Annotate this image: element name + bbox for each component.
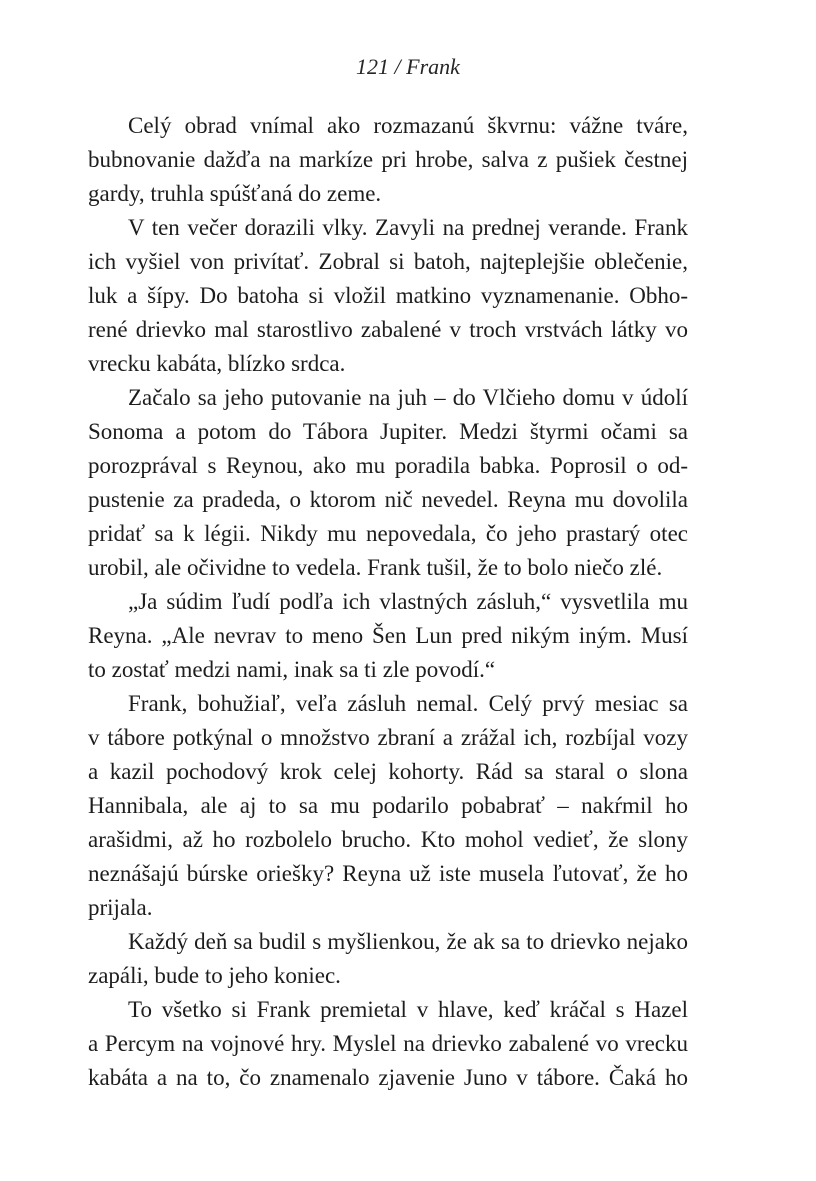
text-line: neznášajú búrske oriešky? Reyna už iste musela ľutovať, že ho <box>88 861 688 886</box>
text-line: Sonoma a potom do Tábora Jupiter. Medzi štyrmi očami sa <box>88 419 688 444</box>
text-line: Každý deň sa budil s myšlienkou, že ak sa to drievko nejako <box>128 929 688 954</box>
text-line: Celý obrad vnímal ako rozmazanú škvrnu: vážne tváre, <box>128 113 688 138</box>
paragraph <box>88 381 688 585</box>
paragraph <box>88 585 688 687</box>
running-header: 121 / Frank <box>356 54 460 79</box>
page-text <box>88 109 688 1095</box>
text-line: luk a šípy. Do batoha si vložil matkino vyznamenanie. Obho- <box>88 283 688 308</box>
text-line: ich vyšiel von privítať. Zobral si batoh, najteplejšie oblečenie, <box>88 249 688 274</box>
text-line: to zostať medzi nami, inak sa ti zle povodí.“ <box>88 657 496 682</box>
text-line: Hannibala, ale aj to sa mu podarilo pobabrať – nakŕmil ho <box>88 793 688 818</box>
text-line: pustenie za pradeda, o ktorom nič nevedel. Reyna mu dovolila <box>88 487 688 512</box>
text-line: prijala. <box>88 895 153 920</box>
text-line: Frank, bohužiaľ, veľa zásluh nemal. Celý prvý mesiac sa <box>128 691 688 716</box>
text-line: bubnovanie dažďa na markíze pri hrobe, salva z pušiek čestnej <box>88 147 688 172</box>
text-line: kabáta a na to, čo znamenalo zjavenie Juno v tábore. Čaká ho <box>88 1065 688 1090</box>
text-line: rené drievko mal starostlivo zabalené v troch vrstvách látky vo <box>88 317 688 342</box>
text-line: arašidmi, až ho rozbolelo brucho. Kto mohol vedieť, že slony <box>88 827 688 852</box>
text-line: urobil, ale očividne to vedela. Frank tušil, že to bolo niečo zlé. <box>88 555 663 580</box>
text-line: „Ja súdim ľudí podľa ich vlastných zásluh,“ vysvetlila mu <box>128 589 688 614</box>
text-line: vrecku kabáta, blízko srdca. <box>88 351 346 376</box>
paragraph <box>88 993 688 1095</box>
text-line: porozprával s Reynou, ako mu poradila babka. Poprosil o od- <box>88 453 688 478</box>
text-line: a Percym na vojnové hry. Myslel na drievko zabalené vo vrecku <box>88 1031 688 1056</box>
text-line: pridať sa k légii. Nikdy mu nepovedala, čo jeho prastarý otec <box>88 521 688 546</box>
text-line: a kazil pochodový krok celej kohorty. Rád sa staral o slona <box>88 759 688 784</box>
text-line: Začalo sa jeho putovanie na juh – do Vlčieho domu v údolí <box>128 385 688 410</box>
text-line: To všetko si Frank premietal v hlave, keď kráčal s Hazel <box>128 997 688 1022</box>
text-line: V ten večer dorazili vlky. Zavyli na prednej verande. Frank <box>128 215 688 240</box>
text-line: zapáli, bude to jeho koniec. <box>88 963 341 988</box>
text-line: gardy, truhla spúšťaná do zeme. <box>88 181 382 206</box>
paragraph <box>88 211 688 381</box>
text-line: v tábore potkýnal o množstvo zbraní a zrážal ich, rozbíjal vozy <box>88 725 688 750</box>
paragraph <box>88 109 688 211</box>
paragraph <box>88 687 688 925</box>
paragraph <box>88 925 688 993</box>
text-line: Reyna. „Ale nevrav to meno Šen Lun pred nikým iným. Musí <box>88 623 688 648</box>
